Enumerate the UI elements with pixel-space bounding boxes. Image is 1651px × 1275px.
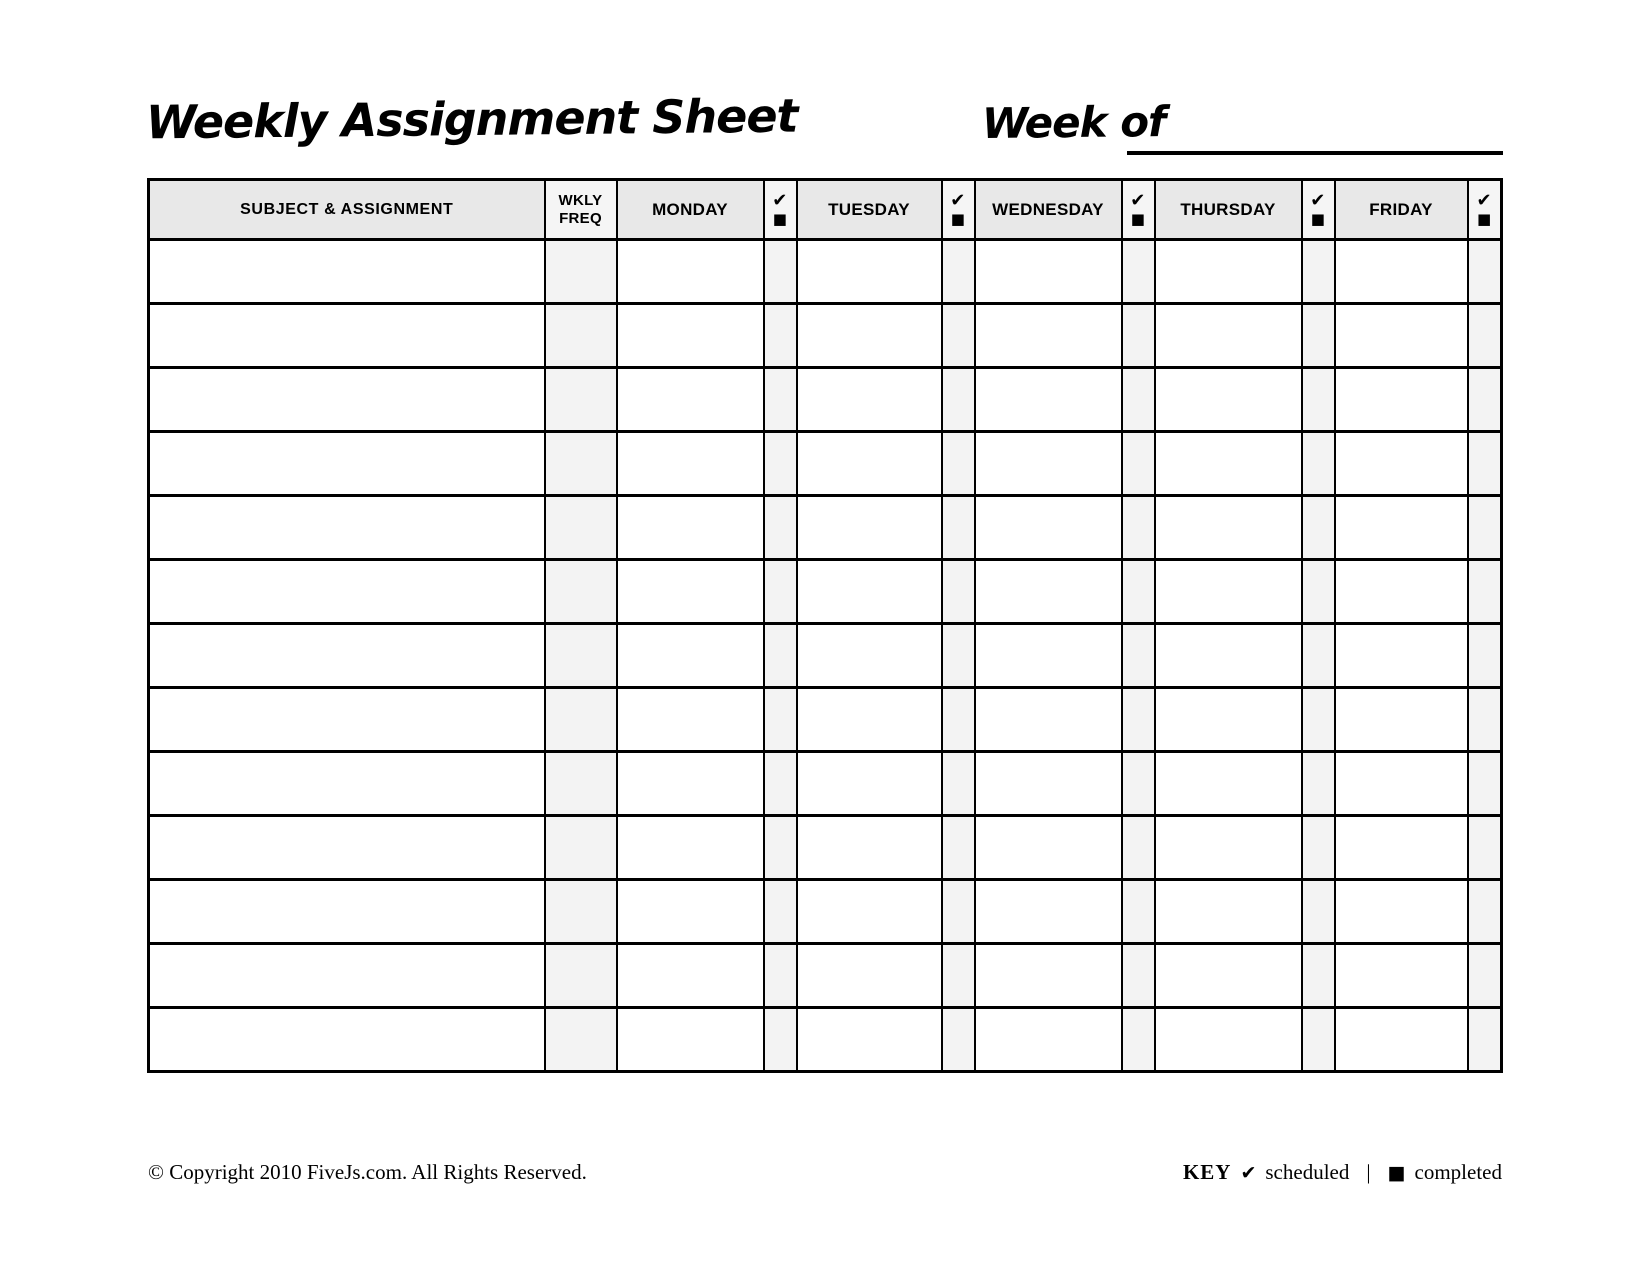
completed-square-icon: ■ xyxy=(772,209,788,228)
check-cell xyxy=(942,688,975,752)
day-cell-thursday xyxy=(1155,496,1302,560)
wkly-freq-cell xyxy=(545,880,617,944)
day-cell-monday xyxy=(617,304,764,368)
check-cell xyxy=(1122,752,1155,816)
check-cell xyxy=(942,880,975,944)
check-cell xyxy=(1468,624,1502,688)
check-cell xyxy=(1122,304,1155,368)
day-cell-wednesday xyxy=(975,752,1122,816)
day-cell-monday xyxy=(617,816,764,880)
check-cell xyxy=(1468,304,1502,368)
check-column-header xyxy=(1468,180,1502,240)
check-cell xyxy=(1122,496,1155,560)
day-header-monday: MONDAY xyxy=(617,180,764,240)
check-cell xyxy=(942,496,975,560)
wkly-freq-header: WKLY FREQ xyxy=(545,180,617,240)
day-cell-monday xyxy=(617,688,764,752)
check-cell xyxy=(764,752,797,816)
day-cell-thursday xyxy=(1155,304,1302,368)
day-cell-tuesday xyxy=(797,624,942,688)
assignment-row xyxy=(149,880,1502,944)
wkly-freq-cell xyxy=(545,624,617,688)
assignment-table xyxy=(147,178,1503,1073)
check-cell xyxy=(1468,560,1502,624)
check-cell xyxy=(1302,688,1335,752)
day-cell-tuesday xyxy=(797,496,942,560)
assignment-row xyxy=(149,624,1502,688)
day-cell-wednesday xyxy=(975,944,1122,1008)
check-cell xyxy=(942,368,975,432)
check-cell xyxy=(764,496,797,560)
day-cell-friday xyxy=(1335,368,1468,432)
check-cell xyxy=(1468,1008,1502,1072)
check-cell xyxy=(942,816,975,880)
check-cell xyxy=(1122,816,1155,880)
check-cell xyxy=(1468,368,1502,432)
day-cell-friday xyxy=(1335,432,1468,496)
day-cell-monday xyxy=(617,1008,764,1072)
day-cell-monday xyxy=(617,624,764,688)
completed-label: completed xyxy=(1414,1160,1502,1184)
day-cell-thursday xyxy=(1155,624,1302,688)
check-cell xyxy=(1302,880,1335,944)
completed-square-icon: ■ xyxy=(1387,1162,1406,1184)
check-cell xyxy=(764,624,797,688)
day-header-thursday: THURSDAY xyxy=(1155,180,1302,240)
wkly-freq-cell xyxy=(545,304,617,368)
wkly-freq-cell xyxy=(545,688,617,752)
check-cell xyxy=(1302,368,1335,432)
week-of-blank-line xyxy=(1127,121,1503,155)
check-column-header xyxy=(1302,180,1335,240)
day-cell-friday xyxy=(1335,752,1468,816)
check-cell xyxy=(942,1008,975,1072)
check-column-header xyxy=(942,180,975,240)
check-cell xyxy=(1468,944,1502,1008)
check-cell xyxy=(1122,560,1155,624)
subject-assignment-cell xyxy=(149,368,545,432)
page-title: Weekly Assignment Sheet xyxy=(145,88,798,150)
subject-assignment-cell xyxy=(149,496,545,560)
day-cell-friday xyxy=(1335,624,1468,688)
day-cell-monday xyxy=(617,496,764,560)
day-cell-tuesday xyxy=(797,816,942,880)
check-cell xyxy=(1302,432,1335,496)
wkly-freq-cell xyxy=(545,944,617,1008)
check-cell xyxy=(942,752,975,816)
day-cell-tuesday xyxy=(797,432,942,496)
check-cell xyxy=(1122,432,1155,496)
week-of-label: Week of xyxy=(981,97,1166,148)
key-label: KEY xyxy=(1182,1160,1232,1184)
check-cell xyxy=(942,560,975,624)
assignment-row xyxy=(149,240,1502,304)
day-cell-monday xyxy=(617,368,764,432)
scheduled-check-icon: ✔ xyxy=(1476,189,1492,211)
day-header-friday: FRIDAY xyxy=(1335,180,1468,240)
day-cell-thursday xyxy=(1155,944,1302,1008)
check-column-header xyxy=(1122,180,1155,240)
day-cell-thursday xyxy=(1155,432,1302,496)
day-cell-wednesday xyxy=(975,304,1122,368)
wkly-freq-cell xyxy=(545,368,617,432)
check-cell xyxy=(1122,1008,1155,1072)
check-cell xyxy=(942,240,975,304)
day-cell-monday xyxy=(617,560,764,624)
day-cell-tuesday xyxy=(797,944,942,1008)
day-cell-wednesday xyxy=(975,624,1122,688)
day-cell-thursday xyxy=(1155,240,1302,304)
key-separator: | xyxy=(1366,1160,1371,1184)
subject-assignment-cell xyxy=(149,240,545,304)
day-cell-tuesday xyxy=(797,688,942,752)
check-cell xyxy=(1122,368,1155,432)
completed-square-icon: ■ xyxy=(1130,209,1146,228)
check-cell xyxy=(1302,560,1335,624)
check-cell xyxy=(942,304,975,368)
check-cell xyxy=(1122,688,1155,752)
check-cell xyxy=(764,368,797,432)
day-cell-tuesday xyxy=(797,752,942,816)
assignment-row xyxy=(149,368,1502,432)
scheduled-check-icon: ✔ xyxy=(1310,189,1326,211)
check-cell xyxy=(1122,624,1155,688)
scheduled-check-icon: ✔ xyxy=(1240,1162,1257,1184)
check-cell xyxy=(1468,816,1502,880)
subject-assignment-cell xyxy=(149,944,545,1008)
day-cell-friday xyxy=(1335,816,1468,880)
day-cell-thursday xyxy=(1155,1008,1302,1072)
assignment-row xyxy=(149,944,1502,1008)
check-cell xyxy=(1122,880,1155,944)
day-cell-wednesday xyxy=(975,880,1122,944)
assignment-row xyxy=(149,688,1502,752)
day-cell-wednesday xyxy=(975,1008,1122,1072)
day-cell-monday xyxy=(617,944,764,1008)
key-legend xyxy=(1183,1160,1502,1185)
subject-assignment-cell xyxy=(149,624,545,688)
check-cell xyxy=(764,304,797,368)
check-cell xyxy=(1468,240,1502,304)
check-cell xyxy=(1302,304,1335,368)
copyright-text: © Copyright 2010 FiveJs.com. All Rights Reserved. xyxy=(148,1160,587,1184)
day-cell-friday xyxy=(1335,1008,1468,1072)
scheduled-label: scheduled xyxy=(1265,1160,1350,1184)
check-cell xyxy=(764,880,797,944)
completed-square-icon: ■ xyxy=(1310,209,1326,228)
check-cell xyxy=(1468,432,1502,496)
day-cell-wednesday xyxy=(975,560,1122,624)
check-cell xyxy=(1302,496,1335,560)
subject-assignment-cell xyxy=(149,432,545,496)
check-cell xyxy=(1302,240,1335,304)
check-cell xyxy=(764,560,797,624)
day-cell-friday xyxy=(1335,944,1468,1008)
wkly-freq-cell xyxy=(545,816,617,880)
assignment-row xyxy=(149,752,1502,816)
day-cell-wednesday xyxy=(975,368,1122,432)
sheet-body xyxy=(149,240,1502,1072)
wkly-freq-cell xyxy=(545,432,617,496)
check-cell xyxy=(1122,944,1155,1008)
day-cell-tuesday xyxy=(797,240,942,304)
subject-assignment-cell xyxy=(149,880,545,944)
check-cell xyxy=(942,944,975,1008)
day-cell-friday xyxy=(1335,240,1468,304)
day-cell-thursday xyxy=(1155,752,1302,816)
check-cell xyxy=(1468,880,1502,944)
day-cell-wednesday xyxy=(975,240,1122,304)
subject-assignment-cell xyxy=(149,1008,545,1072)
scheduled-check-icon: ✔ xyxy=(950,189,966,211)
check-cell xyxy=(942,432,975,496)
day-cell-tuesday xyxy=(797,560,942,624)
check-cell xyxy=(764,432,797,496)
day-cell-wednesday xyxy=(975,816,1122,880)
check-cell xyxy=(1302,944,1335,1008)
assignment-row xyxy=(149,816,1502,880)
assignment-row xyxy=(149,432,1502,496)
day-cell-tuesday xyxy=(797,1008,942,1072)
check-cell xyxy=(1302,816,1335,880)
assignment-row xyxy=(149,304,1502,368)
day-header-tuesday: TUESDAY xyxy=(797,180,942,240)
day-cell-friday xyxy=(1335,560,1468,624)
check-cell xyxy=(764,688,797,752)
check-cell xyxy=(942,624,975,688)
wkly-freq-cell xyxy=(545,1008,617,1072)
day-cell-wednesday xyxy=(975,496,1122,560)
day-cell-monday xyxy=(617,752,764,816)
assignment-row xyxy=(149,1008,1502,1072)
day-cell-tuesday xyxy=(797,880,942,944)
wkly-freq-cell xyxy=(545,496,617,560)
day-cell-thursday xyxy=(1155,560,1302,624)
day-cell-thursday xyxy=(1155,688,1302,752)
scheduled-check-icon: ✔ xyxy=(772,189,788,211)
check-cell xyxy=(764,1008,797,1072)
subject-assignment-cell xyxy=(149,304,545,368)
check-cell xyxy=(1302,1008,1335,1072)
day-cell-monday xyxy=(617,880,764,944)
check-cell xyxy=(1468,752,1502,816)
check-cell xyxy=(764,816,797,880)
wkly-freq-cell xyxy=(545,240,617,304)
subject-assignment-header: SUBJECT & ASSIGNMENT xyxy=(149,180,545,240)
completed-square-icon: ■ xyxy=(1477,209,1492,228)
subject-assignment-cell xyxy=(149,752,545,816)
day-cell-friday xyxy=(1335,304,1468,368)
day-cell-tuesday xyxy=(797,304,942,368)
day-cell-monday xyxy=(617,240,764,304)
check-cell xyxy=(764,240,797,304)
day-cell-friday xyxy=(1335,688,1468,752)
header-row xyxy=(149,180,1502,240)
check-cell xyxy=(1468,496,1502,560)
day-cell-thursday xyxy=(1155,880,1302,944)
check-cell xyxy=(1468,688,1502,752)
day-cell-friday xyxy=(1335,496,1468,560)
check-cell xyxy=(1302,752,1335,816)
day-cell-thursday xyxy=(1155,816,1302,880)
scheduled-check-icon: ✔ xyxy=(1130,189,1146,211)
day-cell-thursday xyxy=(1155,368,1302,432)
check-cell xyxy=(1302,624,1335,688)
check-column-header xyxy=(764,180,797,240)
check-cell xyxy=(764,944,797,1008)
day-cell-wednesday xyxy=(975,432,1122,496)
wkly-freq-cell xyxy=(545,560,617,624)
subject-assignment-cell xyxy=(149,560,545,624)
day-cell-friday xyxy=(1335,880,1468,944)
assignment-row xyxy=(149,560,1502,624)
assignment-row xyxy=(149,496,1502,560)
check-cell xyxy=(1122,240,1155,304)
day-header-wednesday: WEDNESDAY xyxy=(975,180,1122,240)
day-cell-tuesday xyxy=(797,368,942,432)
subject-assignment-cell xyxy=(149,816,545,880)
day-cell-monday xyxy=(617,432,764,496)
subject-assignment-cell xyxy=(149,688,545,752)
wkly-freq-cell xyxy=(545,752,617,816)
completed-square-icon: ■ xyxy=(950,209,966,228)
day-cell-wednesday xyxy=(975,688,1122,752)
